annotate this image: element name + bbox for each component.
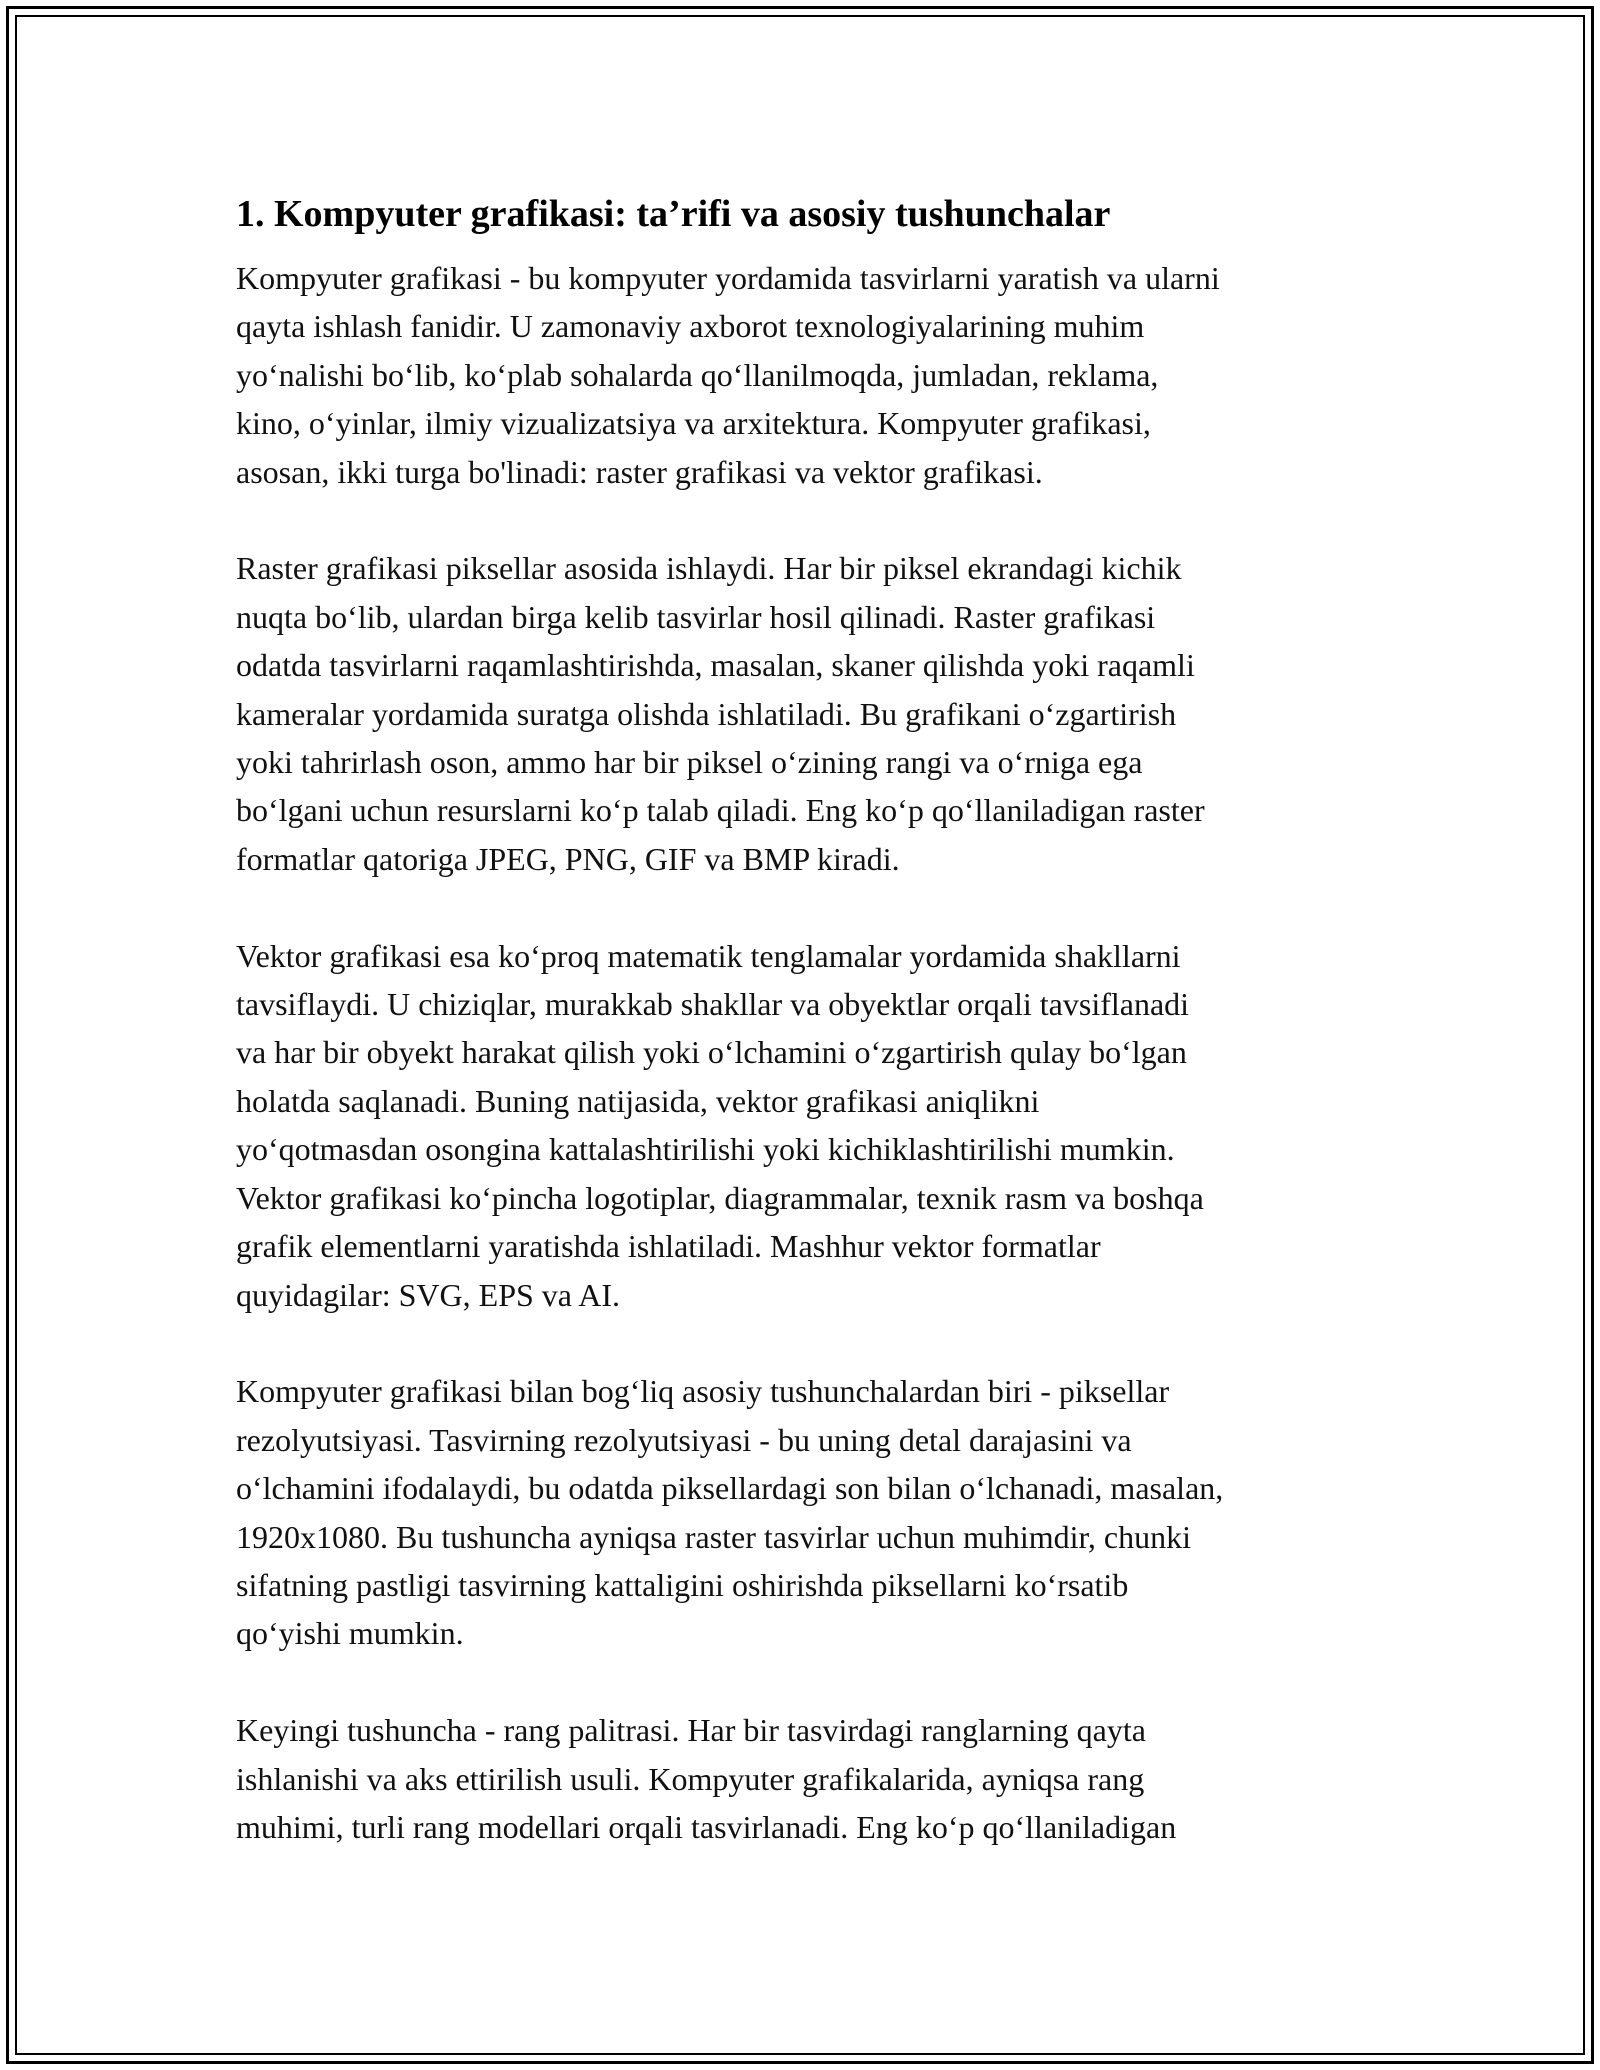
paragraph-intro: [236, 254, 1386, 496]
paragraph-line: ishlanishi va aks ettirilish usuli. Kompyuter grafikalarida, ayniqsa rang: [236, 1760, 1145, 1797]
paragraph-line: Vektor grafikasi esa ko‘proq matematik tenglamalar yordamida shakllarni: [236, 937, 1181, 974]
paragraph-line: asosan, ikki turga bo'linadi: raster grafikasi va vektor grafikasi.: [236, 453, 1043, 490]
paragraph-line: 1920x1080. Bu tushuncha ayniqsa raster tasvirlar uchun muhimdir, chunki: [236, 1518, 1191, 1555]
paragraph-line: yo‘qotmasdan osongina kattalashtirilishi yoki kichiklashtirilishi mumkin.: [236, 1131, 1175, 1168]
paragraph-line: nuqta bo‘lib, ulardan birga kelib tasvirlar hosil qilinadi. Raster grafikasi: [236, 598, 1156, 635]
paragraph-line: va har bir obyekt harakat qilish yoki o‘lchamini o‘zgartirish qulay bo‘lgan: [236, 1034, 1187, 1071]
paragraph-line: Vektor grafikasi ko‘pincha logotiplar, diagrammalar, texnik rasm va boshqa: [236, 1179, 1204, 1216]
paragraph-resolution: [236, 1367, 1386, 1657]
paragraph-line: Kompyuter grafikasi - bu kompyuter yordamida tasvirlarni yaratish va ularni: [236, 260, 1220, 296]
section-heading: 1. Kompyuter grafikasi: ta’rifi va asosiy tushunchalar: [236, 193, 1111, 235]
paragraph-line: tavsiflaydi. U chiziqlar, murakkab shakllar va obyektlar orqali tavsiflanadi: [236, 986, 1190, 1023]
paragraph-line: holatda saqlanadi. Buning natijasida, vektor grafikasi aniqlikni: [236, 1082, 1040, 1119]
paragraph-line: yo‘nalishi bo‘lib, ko‘plab sohalarda qo‘llanilmoqda, jumladan, reklama,: [236, 356, 1159, 393]
paragraph-line: odatda tasvirlarni raqamlashtirishda, masalan, skaner qilishda yoki raqamli: [236, 647, 1195, 684]
document-body: [236, 186, 1386, 1900]
paragraph-line: rezolyutsiyasi. Tasvirning rezolyutsiyasi - bu uning detal darajasini va: [236, 1421, 1132, 1458]
paragraph-line: o‘lchamini ifodalaydi, bu odatda piksellardagi son bilan o‘lchanadi, masalan,: [236, 1470, 1224, 1507]
paragraph-line: kino, o‘yinlar, ilmiy vizualizatsiya va arxitektura. Kompyuter grafikasi,: [236, 405, 1151, 442]
paragraph-line: qo‘yishi mumkin.: [236, 1615, 464, 1652]
paragraph-line: grafik elementlarni yaratishda ishlatiladi. Mashhur vektor formatlar: [236, 1228, 1101, 1265]
paragraph-line: kameralar yordamida suratga olishda ishlatiladi. Bu grafikani o‘zgartirish: [236, 695, 1177, 732]
paragraph-raster: [236, 544, 1386, 883]
paragraph-line: qayta ishlash fanidir. U zamonaviy axborot texnologiyalarining muhim: [236, 308, 1145, 345]
paragraph-color-palette: [236, 1706, 1386, 1851]
paragraph-line: Keyingi tushuncha - rang palitrasi. Har bir tasvirdagi ranglarning qayta: [236, 1712, 1146, 1749]
paragraph-line: Kompyuter grafikasi bilan bog‘liq asosiy tushunchalardan biri - piksellar: [236, 1373, 1170, 1410]
paragraph-vector: [236, 932, 1386, 1319]
paragraph-line: Raster grafikasi piksellar asosida ishlaydi. Har bir piksel ekrandagi kichik: [236, 550, 1182, 587]
paragraph-line: quyidagilar: SVG, EPS va AI.: [236, 1276, 620, 1313]
paragraph-line: bo‘lgani uchun resurslarni ko‘p talab qiladi. Eng ko‘p qo‘llaniladigan raster: [236, 792, 1205, 829]
paragraph-line: formatlar qatoriga JPEG, PNG, GIF va BMP kiradi.: [236, 840, 900, 877]
paragraph-line: sifatning pastligi tasvirning kattaligini oshirishda piksellarni ko‘rsatib: [236, 1566, 1129, 1603]
paragraph-line: yoki tahrirlash oson, ammo har bir piksel o‘zining rangi va o‘rniga ega: [236, 744, 1143, 781]
paragraph-line: muhimi, turli rang modellari orqali tasvirlanadi. Eng ko‘p qo‘llaniladigan: [236, 1808, 1177, 1845]
